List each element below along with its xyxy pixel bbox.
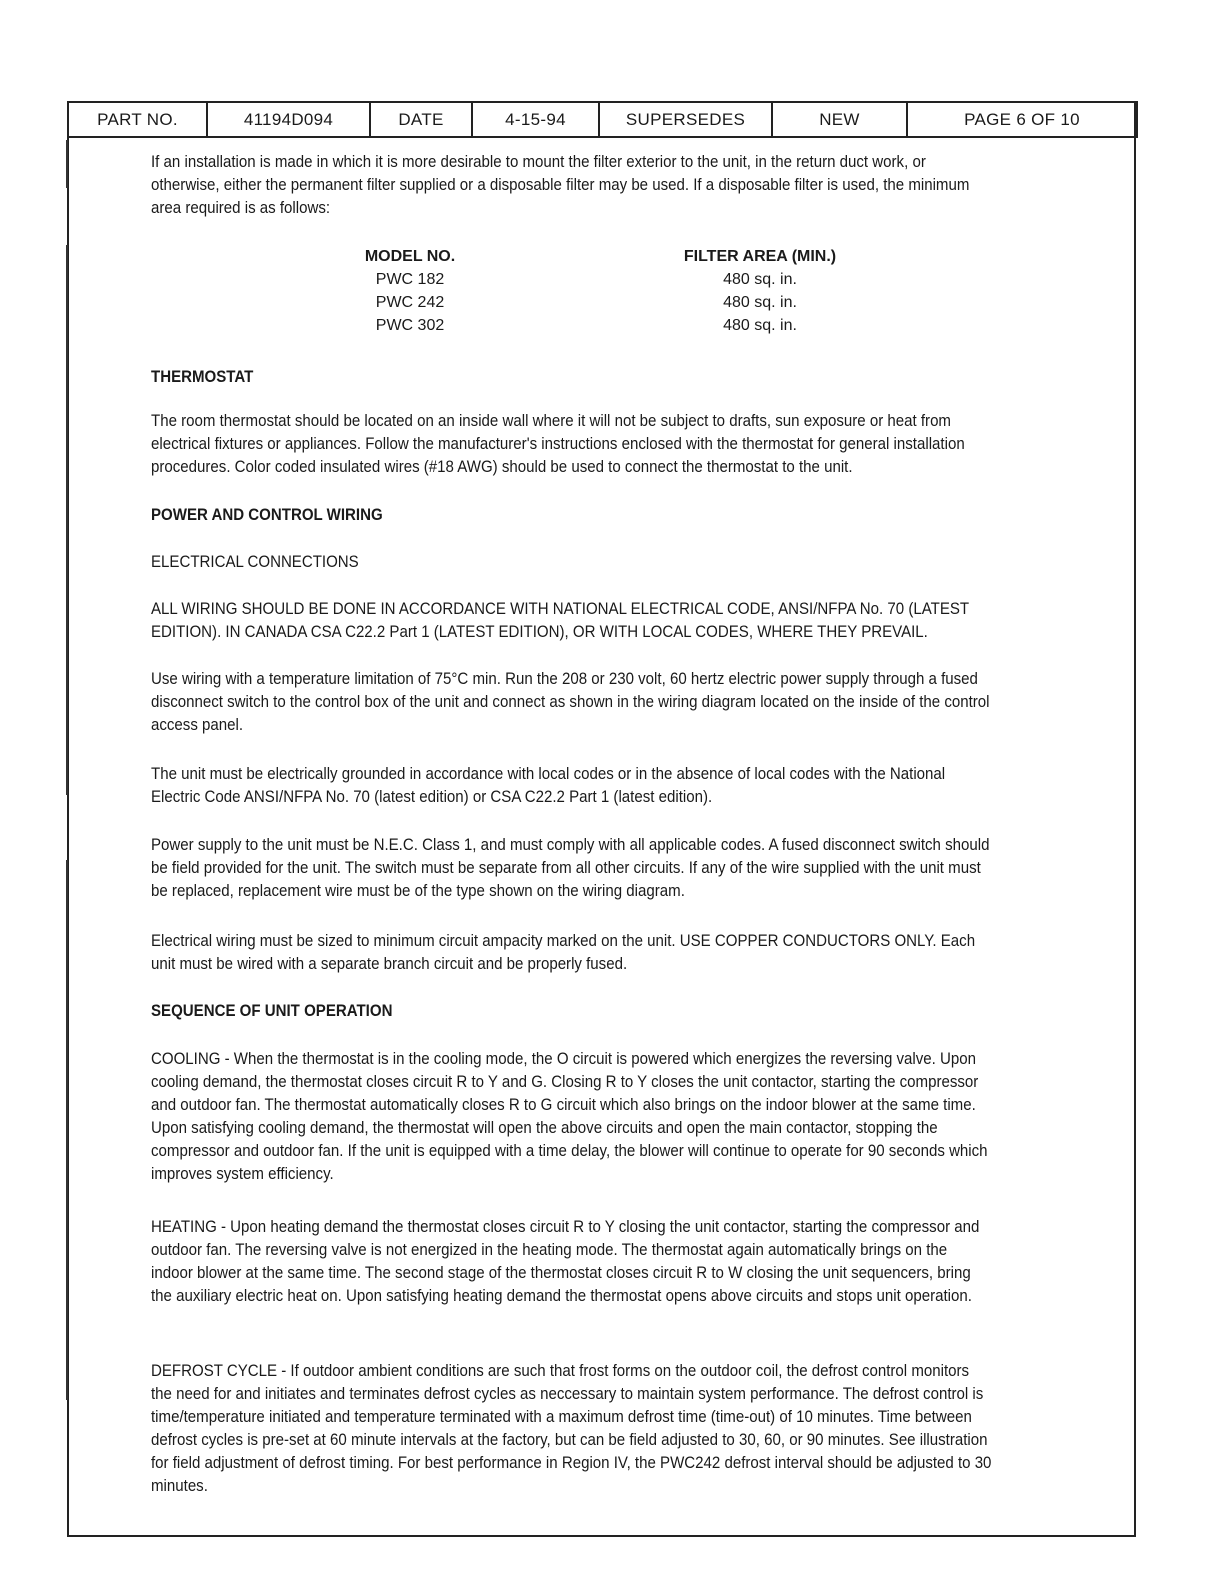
part-no-label: PART NO. [68,102,207,137]
filter-area-table [330,245,990,337]
table-row [330,314,990,337]
defrost-paragraph: DEFROST CYCLE - If outdoor ambient conditions are such that frost forms on the outdoor coil, the defrost control monitors the need for and initiates and terminates defrost cycles as neccessary to maintain system performance. The defrost control is time/temperature initiated and temperature terminated with a maximum defrost time (time-out) of 10 minutes. Time between defrost cycles is pre-set at 60 minute intervals at the factory, but can be field adjusted to 30, 60, or 90 minutes. See illustration for field adjustment of defrost timing. For best performance in Region IV, the PWC242 defrost interval should be adjusted to 30 minutes. [151,1362,992,1495]
thermostat-paragraph: The room thermostat should be located on an inside wall where it will not be subject to drafts, sun exposure or heat from electrical fixtures or appliances. Follow the manufacturer's instructions enclosed with the thermostat for general installation procedures. Color coded insulated wires (#18 AWG) should be used to connect the thermostat to the unit. [151,412,965,476]
col-header-model: MODEL NO. [364,248,456,265]
grounding-paragraph: The unit must be electrically grounded in accordance with local codes or in the absence of local codes with the National Electric Code ANSI/NFPA No. 70 (latest edition) or CSA C22.2 Part 1 (latest edition). [151,765,946,806]
intro-paragraph: If an installation is made in which it is more desirable to mount the filter exterior to the unit, in the return duct work, or otherwise, either the permanent filter supplied or a disposable filter may be used. If a disposable filter is used, the minimum area required is as follows: [151,153,970,217]
area-cell: 480 sq. in. [723,271,797,288]
model-cell: PWC 302 [375,317,445,334]
wire-sizing-paragraph: Electrical wiring must be sized to minimum circuit ampacity marked on the unit. USE COPPER CONDUCTORS ONLY. Each unit must be wired with a separate branch circuit and be properly fused. [151,932,976,973]
change-bar [66,860,68,1400]
page-number: PAGE 6 OF 10 [907,102,1137,137]
header-table [67,101,1138,138]
model-cell: PWC 182 [375,271,445,288]
wiring-temperature-paragraph: Use wiring with a temperature limitation of 75°C min. Run the 208 or 230 volt, 60 hertz electric power supply through a fused disconnect switch to the control box of the unit and connect as shown in the wiring diagram located on the inside of the control access panel. [151,670,990,734]
supersedes-value: NEW [772,102,907,137]
wiring-code-paragraph: ALL WIRING SHOULD BE DONE IN ACCORDANCE WITH NATIONAL ELECTRICAL CODE, ANSI/NFPA No. 70 (LATEST EDITION). IN CANADA CSA C22.2 Part 1 (LATEST EDITION), OR WITH LOCAL CODES, WHERE THEY PREVAIL. [151,600,969,641]
table-row [330,291,990,314]
change-bar [66,140,68,188]
table-row [330,268,990,291]
cooling-paragraph: COOLING - When the thermostat is in the cooling mode, the O circuit is powered which energizes the reversing valve. Upon cooling demand, the thermostat closes circuit R to Y and G. Closing R to Y closes the unit contactor, starting the compressor and outdoor fan. The thermostat automatically closes R to G circuit which also brings on the indoor blower at the same time. Upon satisfying cooling demand, the thermostat will open the above circuits and open the main contactor, stopping the compressor and outdoor fan. If the unit is equipped with a time delay, the blower will continue to operate for 90 seconds which improves system efficiency. [151,1050,988,1183]
heating-paragraph: HEATING - Upon heating demand the thermostat closes circuit R to Y closing the unit contactor, starting the compressor and outdoor fan. The reversing valve is not energized in the heating mode. The thermostat again automatically brings on the indoor blower at the same time. The second stage of the thermostat closes circuit R to W closing the unit sequencers, bring the auxiliary electric heat on. Upon satisfying heating demand the thermostat opens above circuits and stops unit operation. [151,1218,980,1305]
area-cell: 480 sq. in. [723,317,797,334]
model-cell: PWC 242 [375,294,445,311]
date-label: DATE [370,102,472,137]
electrical-connections-subheading: ELECTRICAL CONNECTIONS [151,553,359,571]
supersedes-label: SUPERSEDES [599,102,772,137]
col-header-filter-area: FILTER AREA (MIN.) [683,248,837,265]
date-value: 4-15-94 [472,102,599,137]
part-no-value: 41194D094 [207,102,370,137]
sequence-heading: SEQUENCE OF UNIT OPERATION [151,1002,393,1020]
power-supply-paragraph: Power supply to the unit must be N.E.C. Class 1, and must comply with all applicable codes. A fused disconnect switch should be field provided for the unit. The switch must be separate from all other circuits. If any of the wire supplied with the unit must be replaced, replacement wire must be of the type shown on the wiring diagram. [151,836,990,900]
area-cell: 480 sq. in. [723,294,797,311]
power-wiring-heading: POWER AND CONTROL WIRING [151,506,383,524]
change-bar [66,245,68,795]
thermostat-heading: THERMOSTAT [151,368,254,386]
